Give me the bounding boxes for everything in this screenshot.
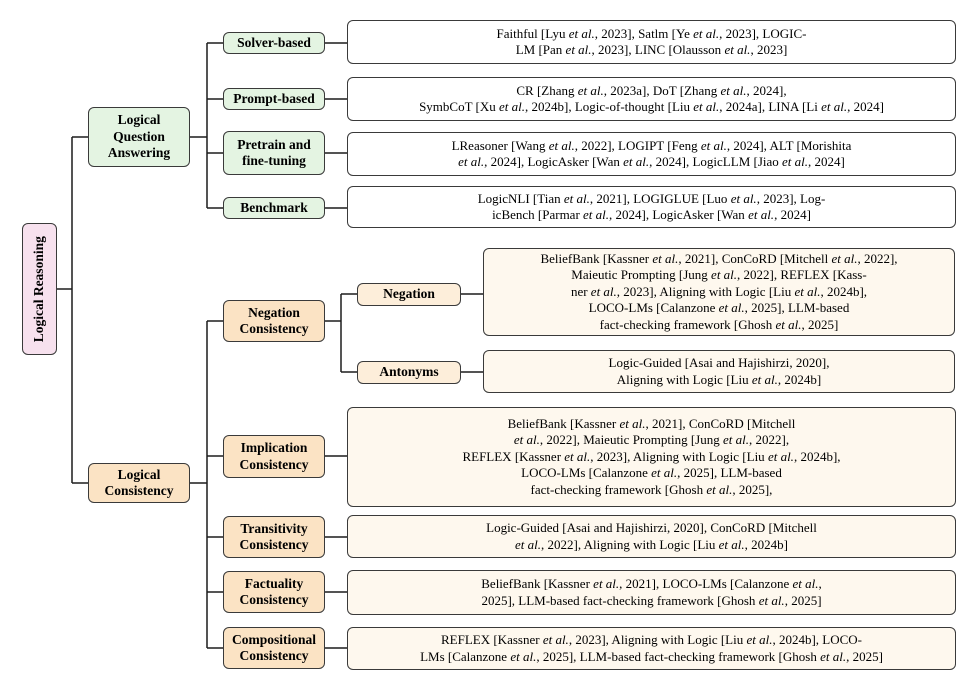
node-logical-reasoning-label: Logical Reasoning [31, 235, 47, 343]
leaf-negation-citations [483, 248, 955, 336]
node-logical-consistency-label: Logical Consistency [104, 466, 174, 498]
node-solver-based-label: Solver-based [237, 34, 311, 50]
leaf-negation-text: BeliefBank [Kassner et al., 2021], ConCoRD [Mitchell et al., 2022], Maieutic Prompting [Jung et al., 2022], REFLEX [Kass- ner et al., 2023], Aligning with Logic [Liu et al., 2024b], LOCO-LMs [Calanzone et al., 2025], LLM-based fact-checking framework [Ghosh et al., 2025] [540, 250, 898, 332]
leaf-factuality-text: BeliefBank [Kassner et al., 2021], LOCO-LMs [Calanzone et al., 2025], LLM-based fact-checking framework [Ghosh et al., 2025] [481, 576, 822, 608]
leaf-compositional-text: REFLEX [Kassner et al., 2023], Aligning with Logic [Liu et al., 2024b], LOCO- LMs [Calanzone et al., 2025], LLM-based fact-checking framework [Ghosh et al., 2025] [420, 632, 883, 664]
node-benchmark [223, 197, 325, 219]
node-pretrain-and-fine-tuning-label: Pretrain and fine-tuning [237, 136, 311, 168]
leaf-transitivity-text: Logic-Guided [Asai and Hajishirzi, 2020], ConCoRD [Mitchell et al., 2022], Aligning with Logic [Liu et al., 2024b] [486, 520, 817, 552]
node-logical-question-answering-label: Logical Question Answering [107, 112, 171, 161]
node-compositional-consistency [223, 627, 325, 669]
leaf-benchmark-text: LogicNLI [Tian et al., 2021], LOGIGLUE [Luo et al., 2023], Log- icBench [Parmar et al., 2024], LogicAsker [Wan et al., 2024] [477, 190, 826, 222]
node-factuality-consistency [223, 571, 325, 613]
node-compositional-consistency-label: Compositional Consistency [231, 631, 316, 663]
node-negation-label: Negation [383, 286, 435, 302]
node-logical-question-answering [88, 107, 190, 167]
leaf-compositional-citations [347, 627, 956, 670]
leaf-benchmark-citations [347, 186, 956, 228]
node-logical-reasoning [22, 223, 57, 355]
leaf-antonyms-text: Logic-Guided [Asai and Hajishirzi, 2020], Aligning with Logic [Liu et al., 2024b] [608, 355, 830, 387]
node-solver-based [223, 32, 325, 54]
node-implication-consistency-label: Implication Consistency [239, 440, 309, 472]
node-benchmark-label: Benchmark [240, 199, 308, 215]
node-antonyms-label: Antonyms [379, 364, 439, 380]
node-negation-consistency [223, 300, 325, 342]
node-factuality-consistency-label: Factuality Consistency [239, 575, 309, 607]
node-negation-consistency-label: Negation Consistency [239, 304, 309, 336]
leaf-pretrain-citations [347, 132, 956, 176]
node-implication-consistency [223, 435, 325, 478]
node-transitivity-consistency-label: Transitivity Consistency [239, 520, 309, 552]
leaf-transitivity-citations [347, 515, 956, 558]
node-prompt-based-label: Prompt-based [233, 90, 315, 106]
leaf-prompt-based-text: CR [Zhang et al., 2023a], DoT [Zhang et al., 2024], SymbCoT [Xu et al., 2024b], Logic-of-thought [Liu et al., 2024a], LINA [Li et al., 2024] [419, 82, 884, 114]
node-transitivity-consistency [223, 516, 325, 558]
leaf-implication-text: BeliefBank [Kassner et al., 2021], ConCoRD [Mitchell et al., 2022], Maieutic Prompting [Jung et al., 2022], REFLEX [Kassner et al., 2023], Aligning with Logic [Liu et al., 2024b], LOCO-LMs [Calanzone et al., 2025], LLM-based fact-checking framework [Ghosh et al., 2025], [462, 415, 841, 497]
node-antonyms [357, 361, 461, 384]
leaf-solver-based-citations [347, 20, 956, 64]
node-prompt-based [223, 88, 325, 110]
leaf-prompt-based-citations [347, 77, 956, 121]
leaf-implication-citations [347, 407, 956, 507]
leaf-antonyms-citations [483, 350, 955, 393]
node-negation [357, 283, 461, 306]
node-pretrain-and-fine-tuning [223, 131, 325, 175]
leaf-pretrain-text: LReasoner [Wang et al., 2022], LOGIPT [Feng et al., 2024], ALT [Morishita et al., 2024], LogicAsker [Wan et al., 2024], LogicLLM [Jiao et al., 2024] [451, 137, 852, 169]
leaf-factuality-citations [347, 570, 956, 615]
leaf-solver-based-text: Faithful [Lyu et al., 2023], Satlm [Ye et al., 2023], LOGIC- LM [Pan et al., 2023], LINC [Olausson et al., 2023] [496, 25, 807, 57]
node-logical-consistency [88, 463, 190, 503]
